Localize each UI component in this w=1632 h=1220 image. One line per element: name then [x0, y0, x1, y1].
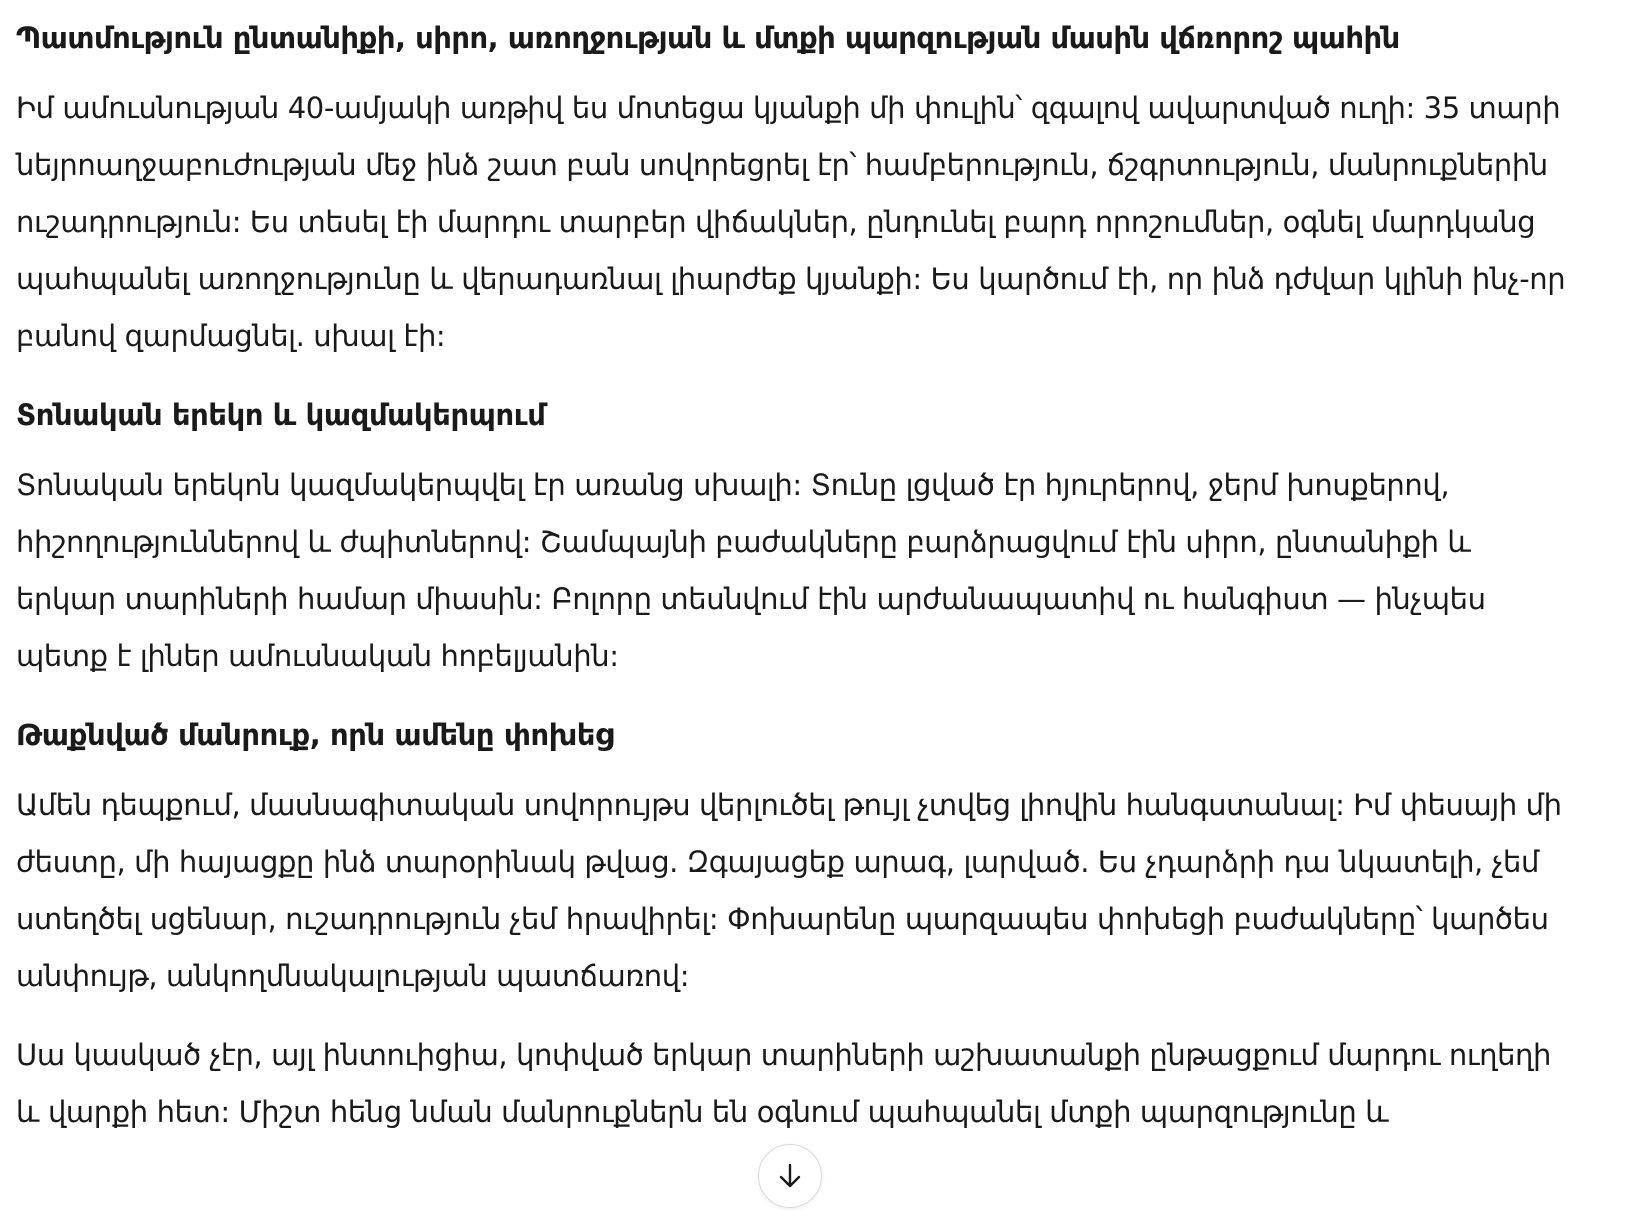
intro-paragraph: Իմ ամուսնության 40-ամյակի առթիվ ես մոտեցա կյանքի մի փուլին՝ զգալով ավարտված ուղի: 35 տարի նեյրոաղջաբուժության մեջ ինձ շատ բան սովորեցրել էր՝ համբերություն, ճշգրտություն, մանրուքներին ուշադրություն: Ես տեսել էի մարդու տարբեր վիճակներ, ընդունել բարդ որոշումներ, օգնել մարդկանց պահպանել առողջությունը և վերադառնալ լիարժեք կյանքի: Ես կարծում էի, որ ինձ դժվար կլինի ինչ-որ բանով զարմացնել. սխալ էի: [16, 91, 1566, 353]
section-heading-celebration: Տոնական երեկո և կազմակերպում [16, 398, 546, 432]
arrow-down-icon [775, 1161, 805, 1191]
article-title: Պատմություն ընտանիքի, սիրո, առողջության և մտքի պարզության մասին վճռորոշ պահին [16, 21, 1400, 55]
section-heading-hidden-detail: Թաքնված մանրուք, որն ամենը փոխեց [16, 718, 614, 752]
intuition-paragraph: Սա կասկած չէր, այլ ինտուիցիա, կոփված երկար տարիների աշխատանքի ընթացքում մարդու ուղեղի և վարքի հետ: Միշտ հենց նման մանրուքներն են օգնում պահպանել մտքի պարզությունը և [16, 1038, 1552, 1129]
celebration-paragraph: Տոնական երեկոն կազմակերպվել էր առանց սխալի: Տունը լցված էր հյուրերով, ջերմ խոսքերով, հիշողություններով և ժպիտներով: Շամպայնի բաժակները բարձրացվում էին սիրո, ընտանիքի և երկար տարիների համար միասին: Բոլորը տեսնվում էին արժանապատիվ ու հանգիստ — ինչպես պետք է լիներ ամուսնական հոբելյանին: [16, 468, 1486, 673]
article [16, 0, 1576, 1141]
hidden-detail-paragraph: Ամեն դեպքում, մասնագիտական սովորույթս վերլուծել թույլ չտվեց լիովին հանգստանալ: Իմ փեսայի մի ժեստը, մի հայացքը ինձ տարօրինակ թվաց. Զգայացեք արագ, լարված. Ես չդարձրի դա նկատելի, չեմ ստեղծել սցենար, ուշադրություն չեմ հրավիրել: Փոխարենը պարզապես փոխեցի բաժակները՝ կարծես անփույթ, անկողմնակալության պատճառով: [16, 788, 1562, 993]
scroll-to-bottom-button[interactable] [758, 1144, 822, 1208]
